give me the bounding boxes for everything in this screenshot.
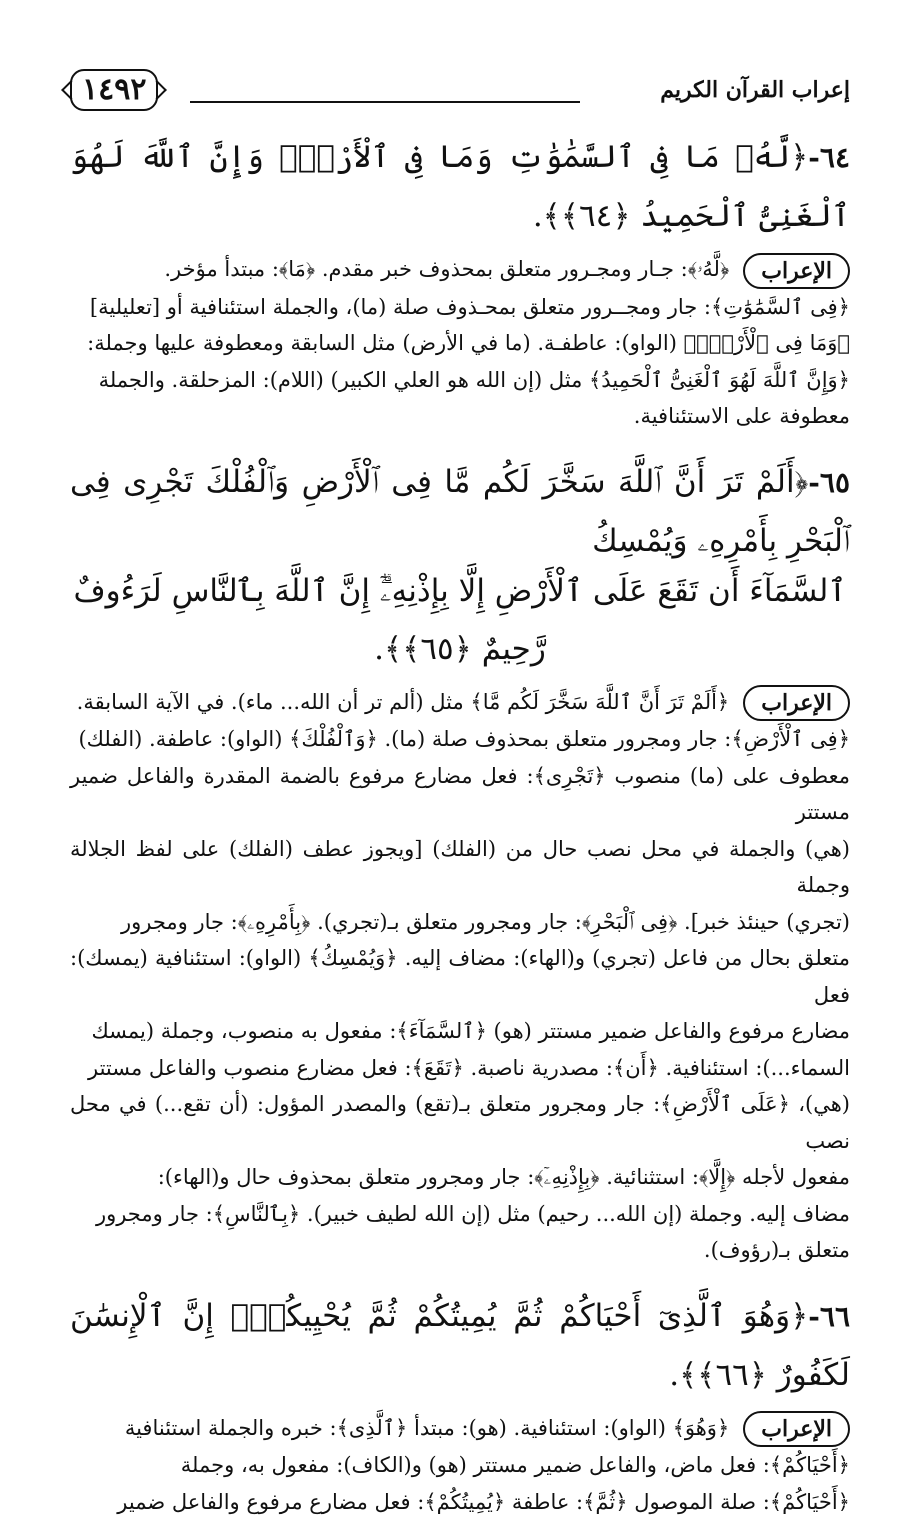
irab-line: معطوفة على الاستئنافية. [70,398,850,435]
book-title: إعراب القرآن الكريم [660,77,850,103]
irab-line: متعلق بحال من فاعل (تجري) و(الهاء): مضاف إليه. ﴿وَيُمْسِكُ﴾ (الواو): استئنافية (يمسك): فعل [70,940,850,1013]
irab-65 [70,684,850,1269]
irab-label: الإعراب [743,1411,850,1447]
irab-64 [70,251,850,435]
verse-66 [70,1287,850,1404]
section-verse-64 [70,128,850,435]
irab-line: متعلق بـ(رؤوف). [70,1232,850,1269]
book-page [70,60,850,1520]
verse-text: ﴿وَهُوَ ٱلَّذِىٓ أَحْيَاكُمْ ثُمَّ يُمِيتُكُمْ ثُمَّ يُحْيِيكُمْۗ إِنَّ ٱلْإِنسَٰنَ لَكَفُورٌ ﴿٦٦﴾﴾. [70,1298,850,1393]
irab-line: ﴿أَحْيَاكُمْ﴾: فعل ماض، والفاعل ضمير مستتر (هو) و(الكاف): مفعول به، وجملة [70,1447,850,1484]
irab-line: السماء...): استئنافية. ﴿أَن﴾: مصدرية ناصبة. ﴿تَقَعَ﴾: فعل مضارع منصوب والفاعل مستتر [70,1050,850,1087]
page-number: ١٤٩٢ [70,69,158,111]
irab-line: مضارع مرفوع والفاعل ضمير مستتر (هو) ﴿ٱلسَّمَآءَ﴾: مفعول به منصوب، وجملة (يمسك [70,1013,850,1050]
verse-text: ٱلسَّمَآءَ أَن تَقَعَ عَلَى ٱلْأَرْضِ إِلَّا بِإِذْنِهِۦٓۗ إِنَّ ٱللَّهَ بِٱلنَّاسِ لَرَءُوفٌ رَّحِيمٌ ﴿٦٥﴾﴾. [73,573,846,667]
irab-line: ﴿فِى ٱلْأَرْضِ﴾: جار ومجرور متعلق بمحذوف صلة (ما). ﴿وَٱلْفُلْكَ﴾ (الواو): عاطفة. (الفلك) [70,721,850,758]
irab-line: الإعراب﴿وَهُوَ﴾ (الواو): استئنافية. (هو): مبتدأ ﴿ٱلَّذِى﴾: خبره والجملة استئنافية [70,1410,850,1448]
irab-line: ﴿فِى ٱلسَّمَٰوَٰتِ﴾: جار ومجــرور متعلق بمحـذوف صلة (ما)، والجملة استئنافية أو [تعليلية] [70,289,850,326]
section-verse-66 [70,1287,850,1520]
verse-number: ٦٦- [808,1300,850,1333]
irab-line: (تجري) حينئذ خبر]. ﴿فِى ٱلْبَحْرِ﴾: جار ومجرور متعلق بـ(تجري). ﴿بِأَمْرِهِۦ﴾: جار ومجرور [70,904,850,941]
irab-line: الإعراب﴿أَلَمْ تَرَ أَنَّ ٱللَّهَ سَخَّرَ لَكُم مَّا﴾ مثل (ألم تر أن الله... ماء). في الآية السابقة. [70,684,850,722]
irab-label: الإعراب [743,685,850,721]
header-rule [190,101,580,103]
irab-line: ﴿أَحْيَاكُمْ﴾: صلة الموصول ﴿ثُمَّ﴾: عاطفة ﴿يُمِيتُكُمْ﴾: فعل مضارع مرفوع والفاعل ضمير [70,1484,850,1520]
irab-line: مضاف إليه. وجملة (إن الله... رحيم) مثل (إن الله لطيف خبير). ﴿بِٱلنَّاسِ﴾: جار ومجرور [70,1196,850,1233]
irab-line: ﴿وَمَا فِى ٱلْأَرْضِۗ﴾ (الواو): عاطفـة. (ما في الأرض) مثل السابقة ومعطوفة عليها وجملة: [70,325,850,362]
irab-line: (هي)، ﴿عَلَى ٱلْأَرْضِ﴾: جار ومجرور متعلق بـ(تقع) والمصدر المؤول: (أن تقع...) في محل نصب [70,1086,850,1159]
verse-65 [70,453,850,570]
verse-65-line-2 [70,562,850,678]
verse-text: ﴿لَّهُۥ مَا فِى ٱلسَّمَٰوَٰتِ وَمَا فِى ٱلْأَرْضِۗ وَإِنَّ ٱللَّهَ لَهُوَ ٱلْغَنِىُّ ٱلْحَمِيدُ ﴿٦٤﴾﴾. [70,139,850,234]
verse-64 [70,128,850,245]
irab-label: الإعراب [743,253,850,289]
verse-number: ٦٤- [808,141,850,174]
verse-number: ٦٥- [808,466,850,499]
page-header [70,60,850,120]
irab-line: ﴿وَإِنَّ ٱللَّهَ لَهُوَ ٱلْغَنِىُّ ٱلْحَمِيدُ﴾ مثل (إن الله هو العلي الكبير) (اللام): المزحلقة. والجملة [70,362,850,399]
section-verse-65 [70,453,850,1269]
irab-66 [70,1410,850,1520]
irab-line: (هي) والجملة في محل نصب حال من (الفلك) [ويجوز عطف (الفلك) على لفظ الجلالة وجملة [70,831,850,904]
irab-line: معطوف على (ما) منصوب ﴿تَجْرِى﴾: فعل مضارع مرفوع بالضمة المقدرة والفاعل ضمير مستتر [70,758,850,831]
irab-line: الإعراب﴿لَّهُۥ﴾: جـار ومجـرور متعلق بمحذوف خبر مقدم. ﴿مَا﴾: مبتدأ مؤخر. [70,251,850,289]
verse-text: ﴿أَلَمْ تَرَ أَنَّ ٱللَّهَ سَخَّرَ لَكُم مَّا فِى ٱلْأَرْضِ وَٱلْفُلْكَ تَجْرِى فِى ٱلْبَحْرِ بِأَمْرِهِۦ وَيُمْسِكُ [70,464,850,559]
irab-line: مفعول لأجله ﴿إِلَّا﴾: استثنائية. ﴿بِإِذْنِهِۦٓ﴾: جار ومجرور متعلق بمحذوف حال و(الهاء): [70,1159,850,1196]
